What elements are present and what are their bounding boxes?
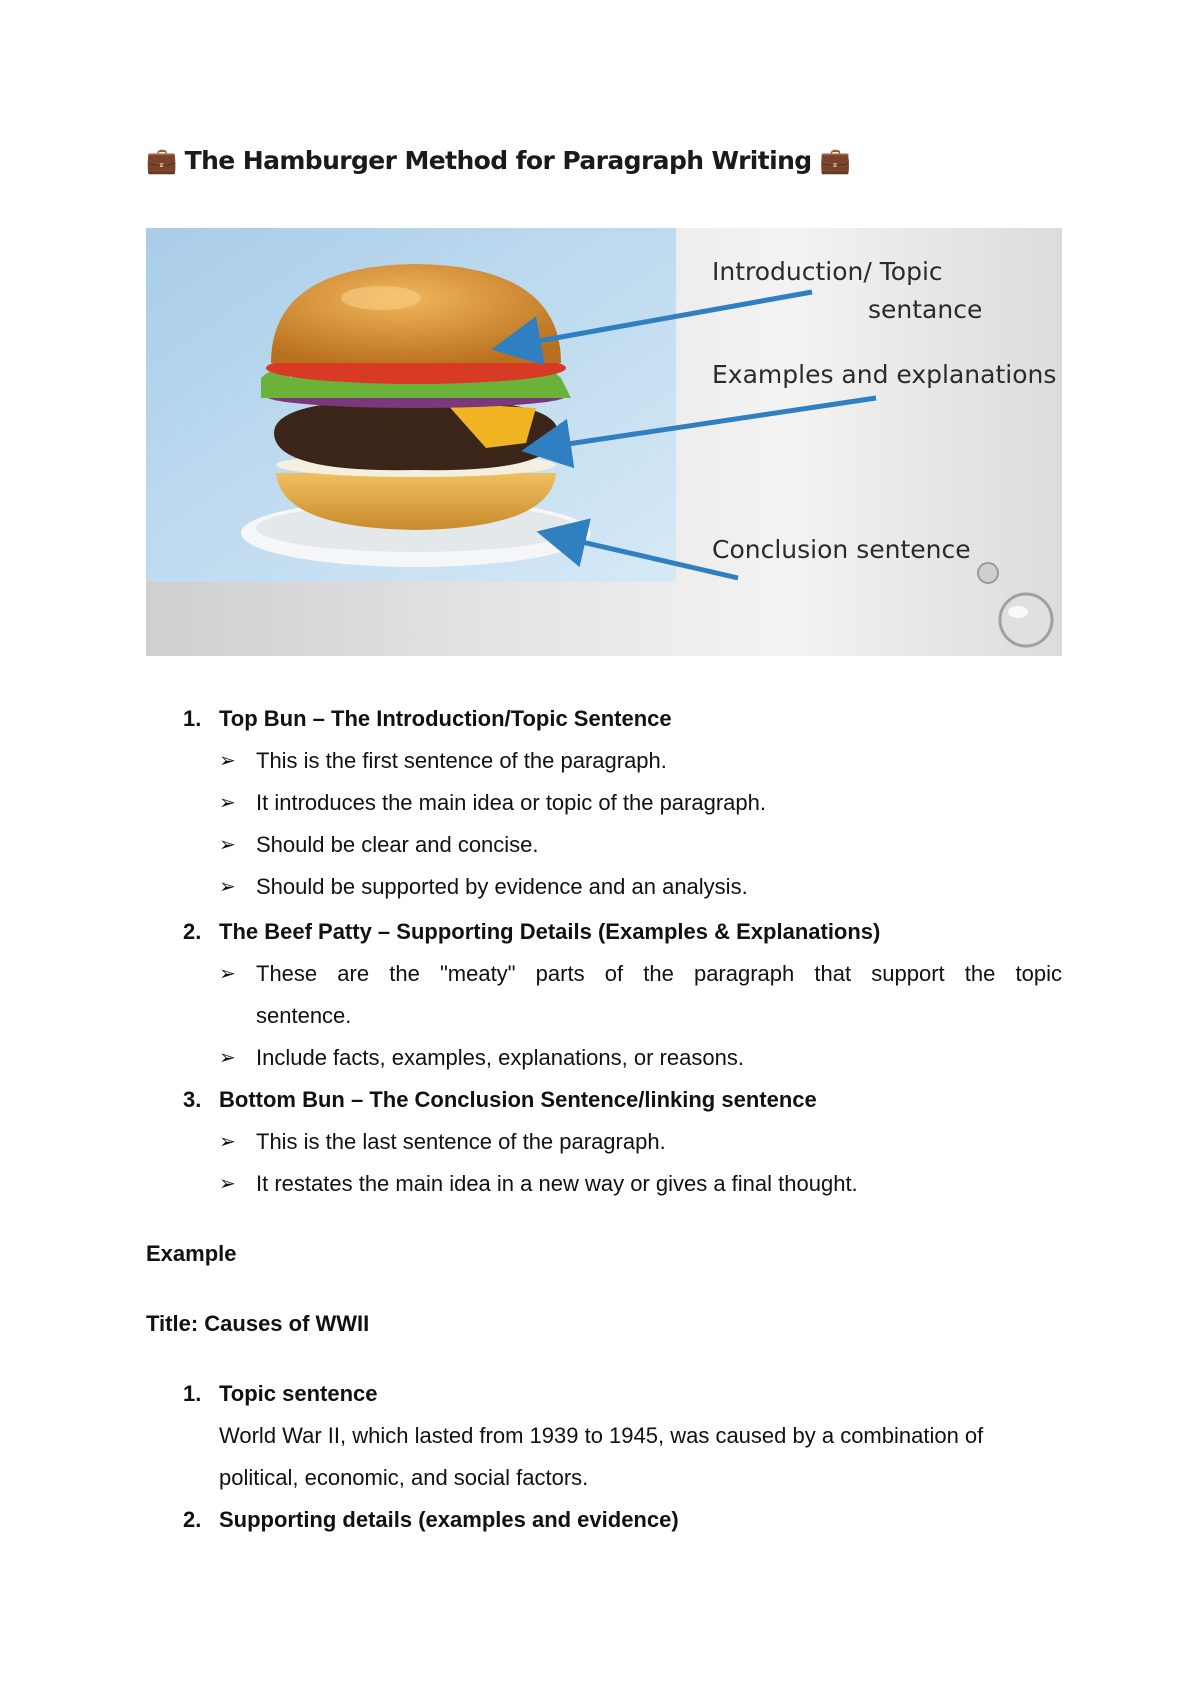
list-heading: Topic sentence <box>219 1381 378 1406</box>
list-item: It restates the main idea in a new way or gives a final thought. <box>256 1171 858 1196</box>
bullet-arrow-icon: ➢ <box>219 963 236 985</box>
arrow-conclusion <box>556 536 738 578</box>
bullet-arrow-icon: ➢ <box>219 1047 236 1069</box>
list-number: 1. <box>183 1381 202 1406</box>
label-examples: Examples and explanations <box>712 360 1057 389</box>
label-conclusion: Conclusion sentence <box>712 535 971 564</box>
list-item: It introduces the main idea or topic of the paragraph. <box>256 790 766 815</box>
bullet-arrow-icon: ➢ <box>219 1173 236 1195</box>
list-item: Include facts, examples, explanations, or reasons. <box>256 1045 744 1070</box>
label-intro-cont: sentance <box>868 295 983 324</box>
page-title: 💼 The Hamburger Method for Paragraph Writing 💼 <box>146 146 851 175</box>
list-heading: The Beef Patty – Supporting Details (Examples & Explanations) <box>219 919 881 944</box>
pointer-arrows <box>146 228 1062 656</box>
list-item: These are the "meaty" parts of the paragraph that support the topic <box>256 961 1062 986</box>
list-number: 3. <box>183 1087 202 1112</box>
bullet-arrow-icon: ➢ <box>219 1131 236 1153</box>
bullet-arrow-icon: ➢ <box>219 834 236 856</box>
list-item: This is the first sentence of the paragraph. <box>256 748 667 773</box>
list-number: 1. <box>183 706 202 731</box>
bullet-arrow-icon: ➢ <box>219 750 236 772</box>
hamburger-diagram <box>146 228 1062 656</box>
list-heading: Top Bun – The Introduction/Topic Sentence <box>219 706 672 731</box>
bullet-arrow-icon: ➢ <box>219 792 236 814</box>
list-item: This is the last sentence of the paragraph. <box>256 1129 666 1154</box>
paragraph-text: World War II, which lasted from 1939 to 1945, was caused by a combination of <box>219 1423 984 1448</box>
example-label: Example <box>146 1241 237 1266</box>
list-number: 2. <box>183 1507 202 1532</box>
list-item-cont: sentence. <box>256 1003 352 1028</box>
arrow-intro <box>511 292 812 346</box>
paragraph-text: political, economic, and social factors. <box>219 1465 589 1490</box>
list-item: Should be supported by evidence and an analysis. <box>256 874 748 899</box>
bullet-arrow-icon: ➢ <box>219 876 236 898</box>
label-intro: Introduction/ Topic <box>712 257 943 286</box>
example-title: Title: Causes of WWII <box>146 1311 370 1336</box>
arrow-examples <box>541 398 876 448</box>
list-heading: Supporting details (examples and evidence) <box>219 1507 679 1532</box>
list-item: Should be clear and concise. <box>256 832 539 857</box>
list-heading: Bottom Bun – The Conclusion Sentence/linking sentence <box>219 1087 817 1112</box>
list-number: 2. <box>183 919 202 944</box>
